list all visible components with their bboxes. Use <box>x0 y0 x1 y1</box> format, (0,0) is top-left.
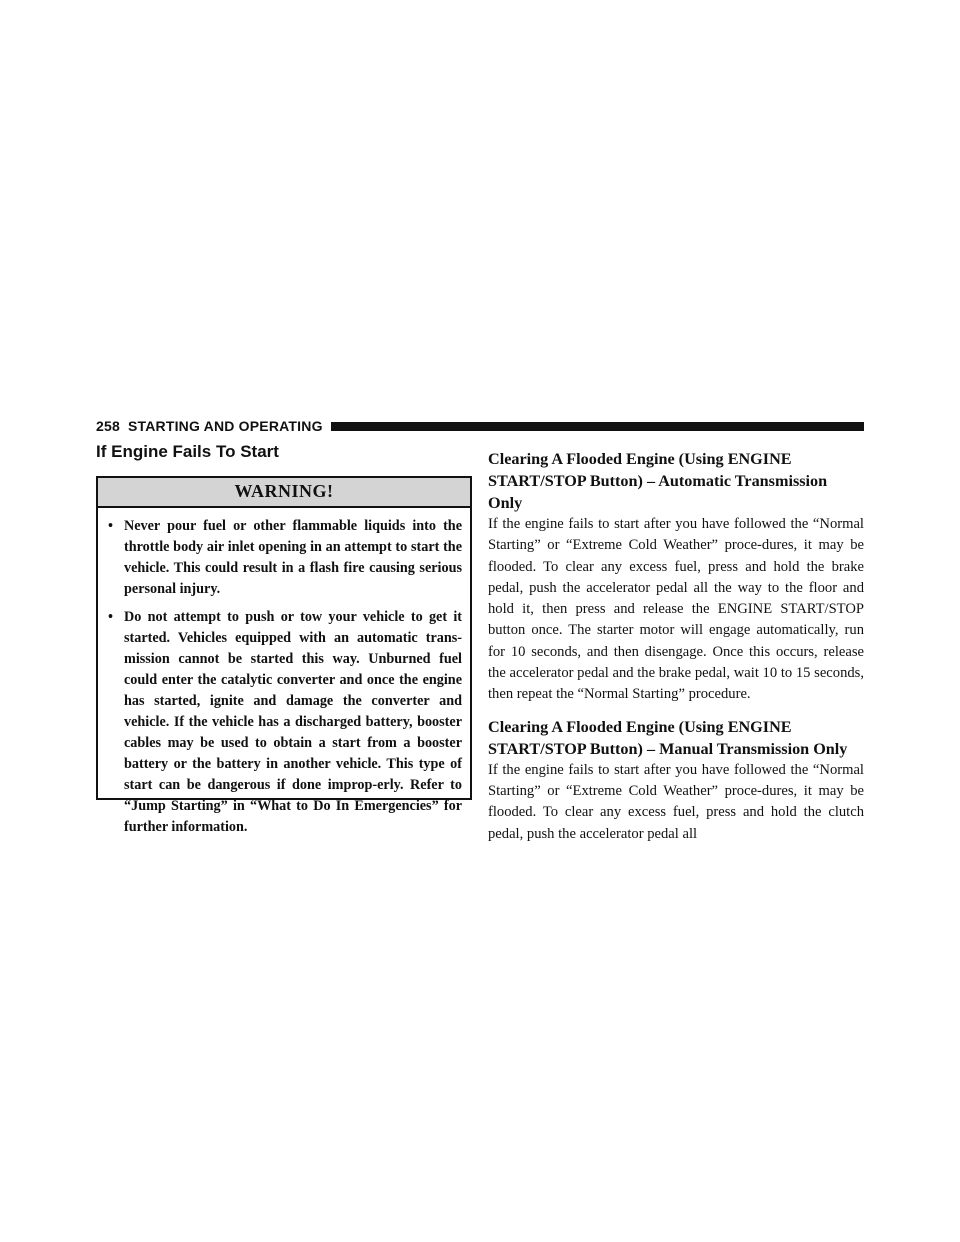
paragraph-manual: If the engine fails to start after you have followed the “Normal Starting” or “Extreme Cold Weather” proce-dures, it may be flooded. To clear any excess fuel, press and hold the clutch pedal, push the accelerator pedal all <box>488 761 864 842</box>
section-name: STARTING AND OPERATING <box>127 418 323 434</box>
warning-title: WARNING! <box>98 478 470 508</box>
warning-box <box>96 476 472 835</box>
warning-item <box>108 516 462 600</box>
paragraph-automatic: If the engine fails to start after you have followed the “Normal Starting” or “Extreme Cold Weather” proce-dures, it may be flooded. To clear any excess fuel, press and hold the brake pedal, push the accelerator pedal all the way to the floor and hold it, then press and release the ENGINE START/STOP button once. The starter motor will engage automatically, run for 10 seconds, and then disengage. Once this occurs, release the accelerator pedal and the brake pedal, wait 10 to 15 seconds, then repeat the “Normal Starting” procedure. <box>488 516 864 703</box>
bullet-icon: • <box>108 518 113 534</box>
subsection-heading-manual: Clearing A Flooded Engine (Using ENGINE START/STOP Button) – Manual Transmission Only <box>488 717 848 758</box>
left-column <box>96 442 472 835</box>
subsection-heading-automatic: Clearing A Flooded Engine (Using ENGINE START/STOP Button) – Automatic Transmission Only <box>488 450 828 512</box>
warning-item-text: Never pour fuel or other flammable liquids into the throttle body air inlet opening in an attempt to start the vehicle. This could result in a flash fire causing serious personal injury. <box>124 518 462 597</box>
right-column <box>488 448 864 855</box>
warning-item <box>108 607 462 838</box>
bullet-icon: • <box>108 609 113 625</box>
warning-list <box>98 508 470 838</box>
page-number: 258 <box>96 418 120 434</box>
warning-item-text: Do not attempt to push or tow your vehicle to get it started. Vehicles equipped with an automatic trans-mission cannot be started this way. Unburned fuel could enter the catalytic converter and once the engine has started, ignite and damage the converter and vehicle. If the vehicle has a discharged battery, booster cables may be used to obtain a start from a booster battery or the battery in another vehicle. This type of start can be dangerous if done improp-erly. Refer to “Jump Starting” in “What to Do In Emergencies” for further information. <box>124 609 462 835</box>
page-header <box>96 417 864 435</box>
section-heading: If Engine Fails To Start <box>96 442 279 461</box>
header-rule <box>331 422 864 431</box>
